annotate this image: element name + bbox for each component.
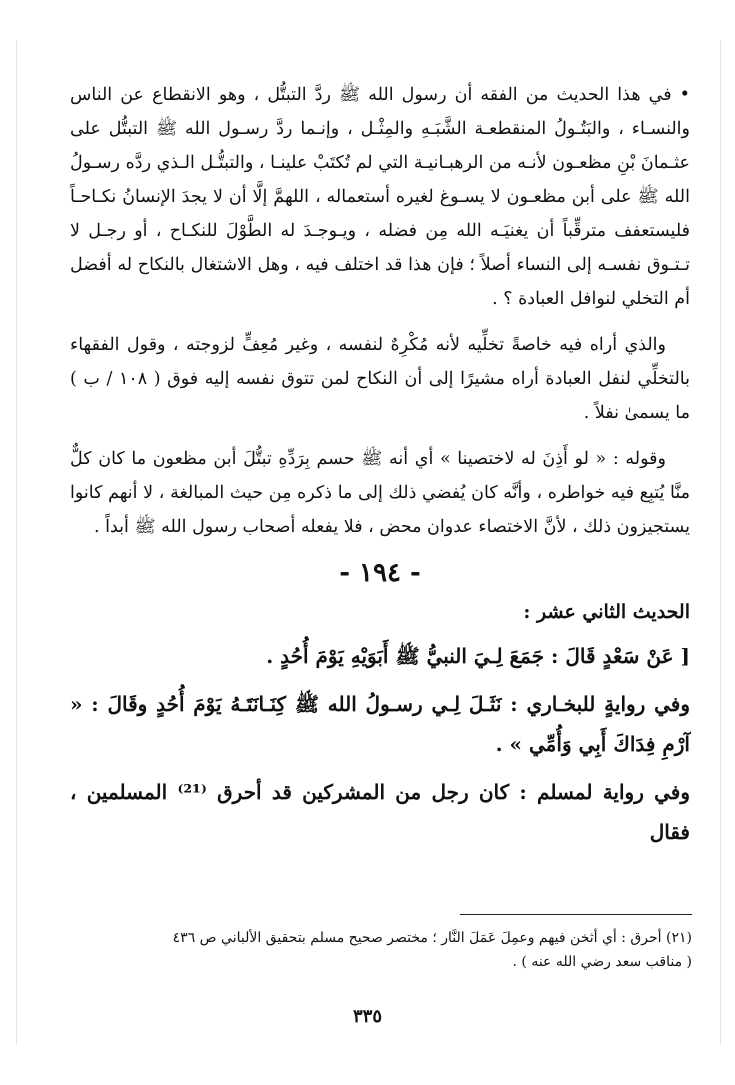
footnotes xyxy=(84,926,692,974)
hadith-section-number: - ١٩٤ - xyxy=(339,558,421,588)
footnote-21: (٢١) أحرق : أي أثخن فيهم وعمِلَ عَمَلَ النَّار ؛ مختصر صحيح مسلم بتحقيق الألباني ص ٤٣٦ xyxy=(172,930,692,946)
right-edge-dots xyxy=(720,40,721,1045)
page-number: ٣٣٥ xyxy=(352,1006,382,1027)
hadith-heading: الحديث الثاني عشر : xyxy=(523,601,690,623)
footnote-divider xyxy=(460,914,692,915)
hadith-text-1: [ عَنْ سَعْدٍ قَالَ : جَمَعَ لِـيَ النبيُّ ﷺ أَبَوَيْهِ يَوْمَ أُحُدٍ . xyxy=(266,644,690,668)
commentary-paragraph-1: • في هذا الحديث من الفقه أن رسول الله ﷺ ردَّ التبتُّل ، وهو الانقطاع عن الناس والنسـاء ، والبَتُـولُ المنقطعـة الشَّبَـهِ والمِثْـل ، وإنـما ردَّ رسـول الله ﷺ التبتُّل على عثـمانَ بْنِ مظعـون لأنـه من الرهبـانيـة التي لم تُكتَبْ علينـا ، والتبتُّـل الـذي ردَّه رسـولُ الله ﷺ على أبن مظعـون لا يسـوغ لغيره أستعماله ، اللهمَّ إلَّا أن لا يجدَ الإنسانُ نكـاحـاً فليستعفف مترقِّباً أن يغنيَـه الله مِن فضله ، ويـوجـدَ له الطَّوْلَ للنكـاح ، أو رجـل لا تـتـوق نفسـه إلى النساء أصلاً ؛ فإن هذا قد اختلف فيه ، وهل الاشتغال بالنكاح له أفضل أم التخلي لنوافل العبادة ؟ . xyxy=(70,85,690,309)
commentary-paragraph-2: والذي أراه فيه خاصةً تخلِّيه لأنه مُكْرِهٌ لنفسه ، وغير مُعِفٍّ لزوجته ، وقول الفقهاء بالتخلِّي لنفل العبادة أراه مشيرًا إلى أن النكاح لمن تتوق نفسه إليه فوق ( ١٠٨ / ب ) ما يسمىٰ نفلاً . xyxy=(70,335,690,423)
footnote-21-continuation: ( مناقب سعد رضي الله عنه ) . xyxy=(512,954,692,970)
hadith-text-3: وفي رواية لمسلم : كان رجل من المشركين قد أحرق ⁽²¹⁾ المسلمين ، فقال xyxy=(70,780,690,844)
commentary-paragraph-3: وقوله : « لو أَذِنَ له لاختصينا » أي أنه ﷺ حسم بِرَدِّهِ تبتُّلَ أبن مظعون ما كان كلٌّ منَّا يُتبِع فيه خواطره ، وأنَّه كان يُفضي ذلك إلى ما ذكره مِن حيث المبالغة ، لا أنهم كانوا يستجيزون ذلك ، لأنَّ الاختصاء عدوان محض ، فلا يفعله أصحاب رسول الله ﷺ أبداً . xyxy=(70,449,690,537)
page-body xyxy=(70,78,690,860)
hadith-text-2: وفي روايةٍ للبخـاري : نَثَـلَ لِـي رسـولُ الله ﷺ كِنَـانَتَـهُ يَوْمَ أُحُدٍ وقَالَ : « آرْمِ فِدَاكَ أَبِي وَأُمِّي » . xyxy=(70,692,690,756)
left-edge-dots xyxy=(16,40,17,1045)
